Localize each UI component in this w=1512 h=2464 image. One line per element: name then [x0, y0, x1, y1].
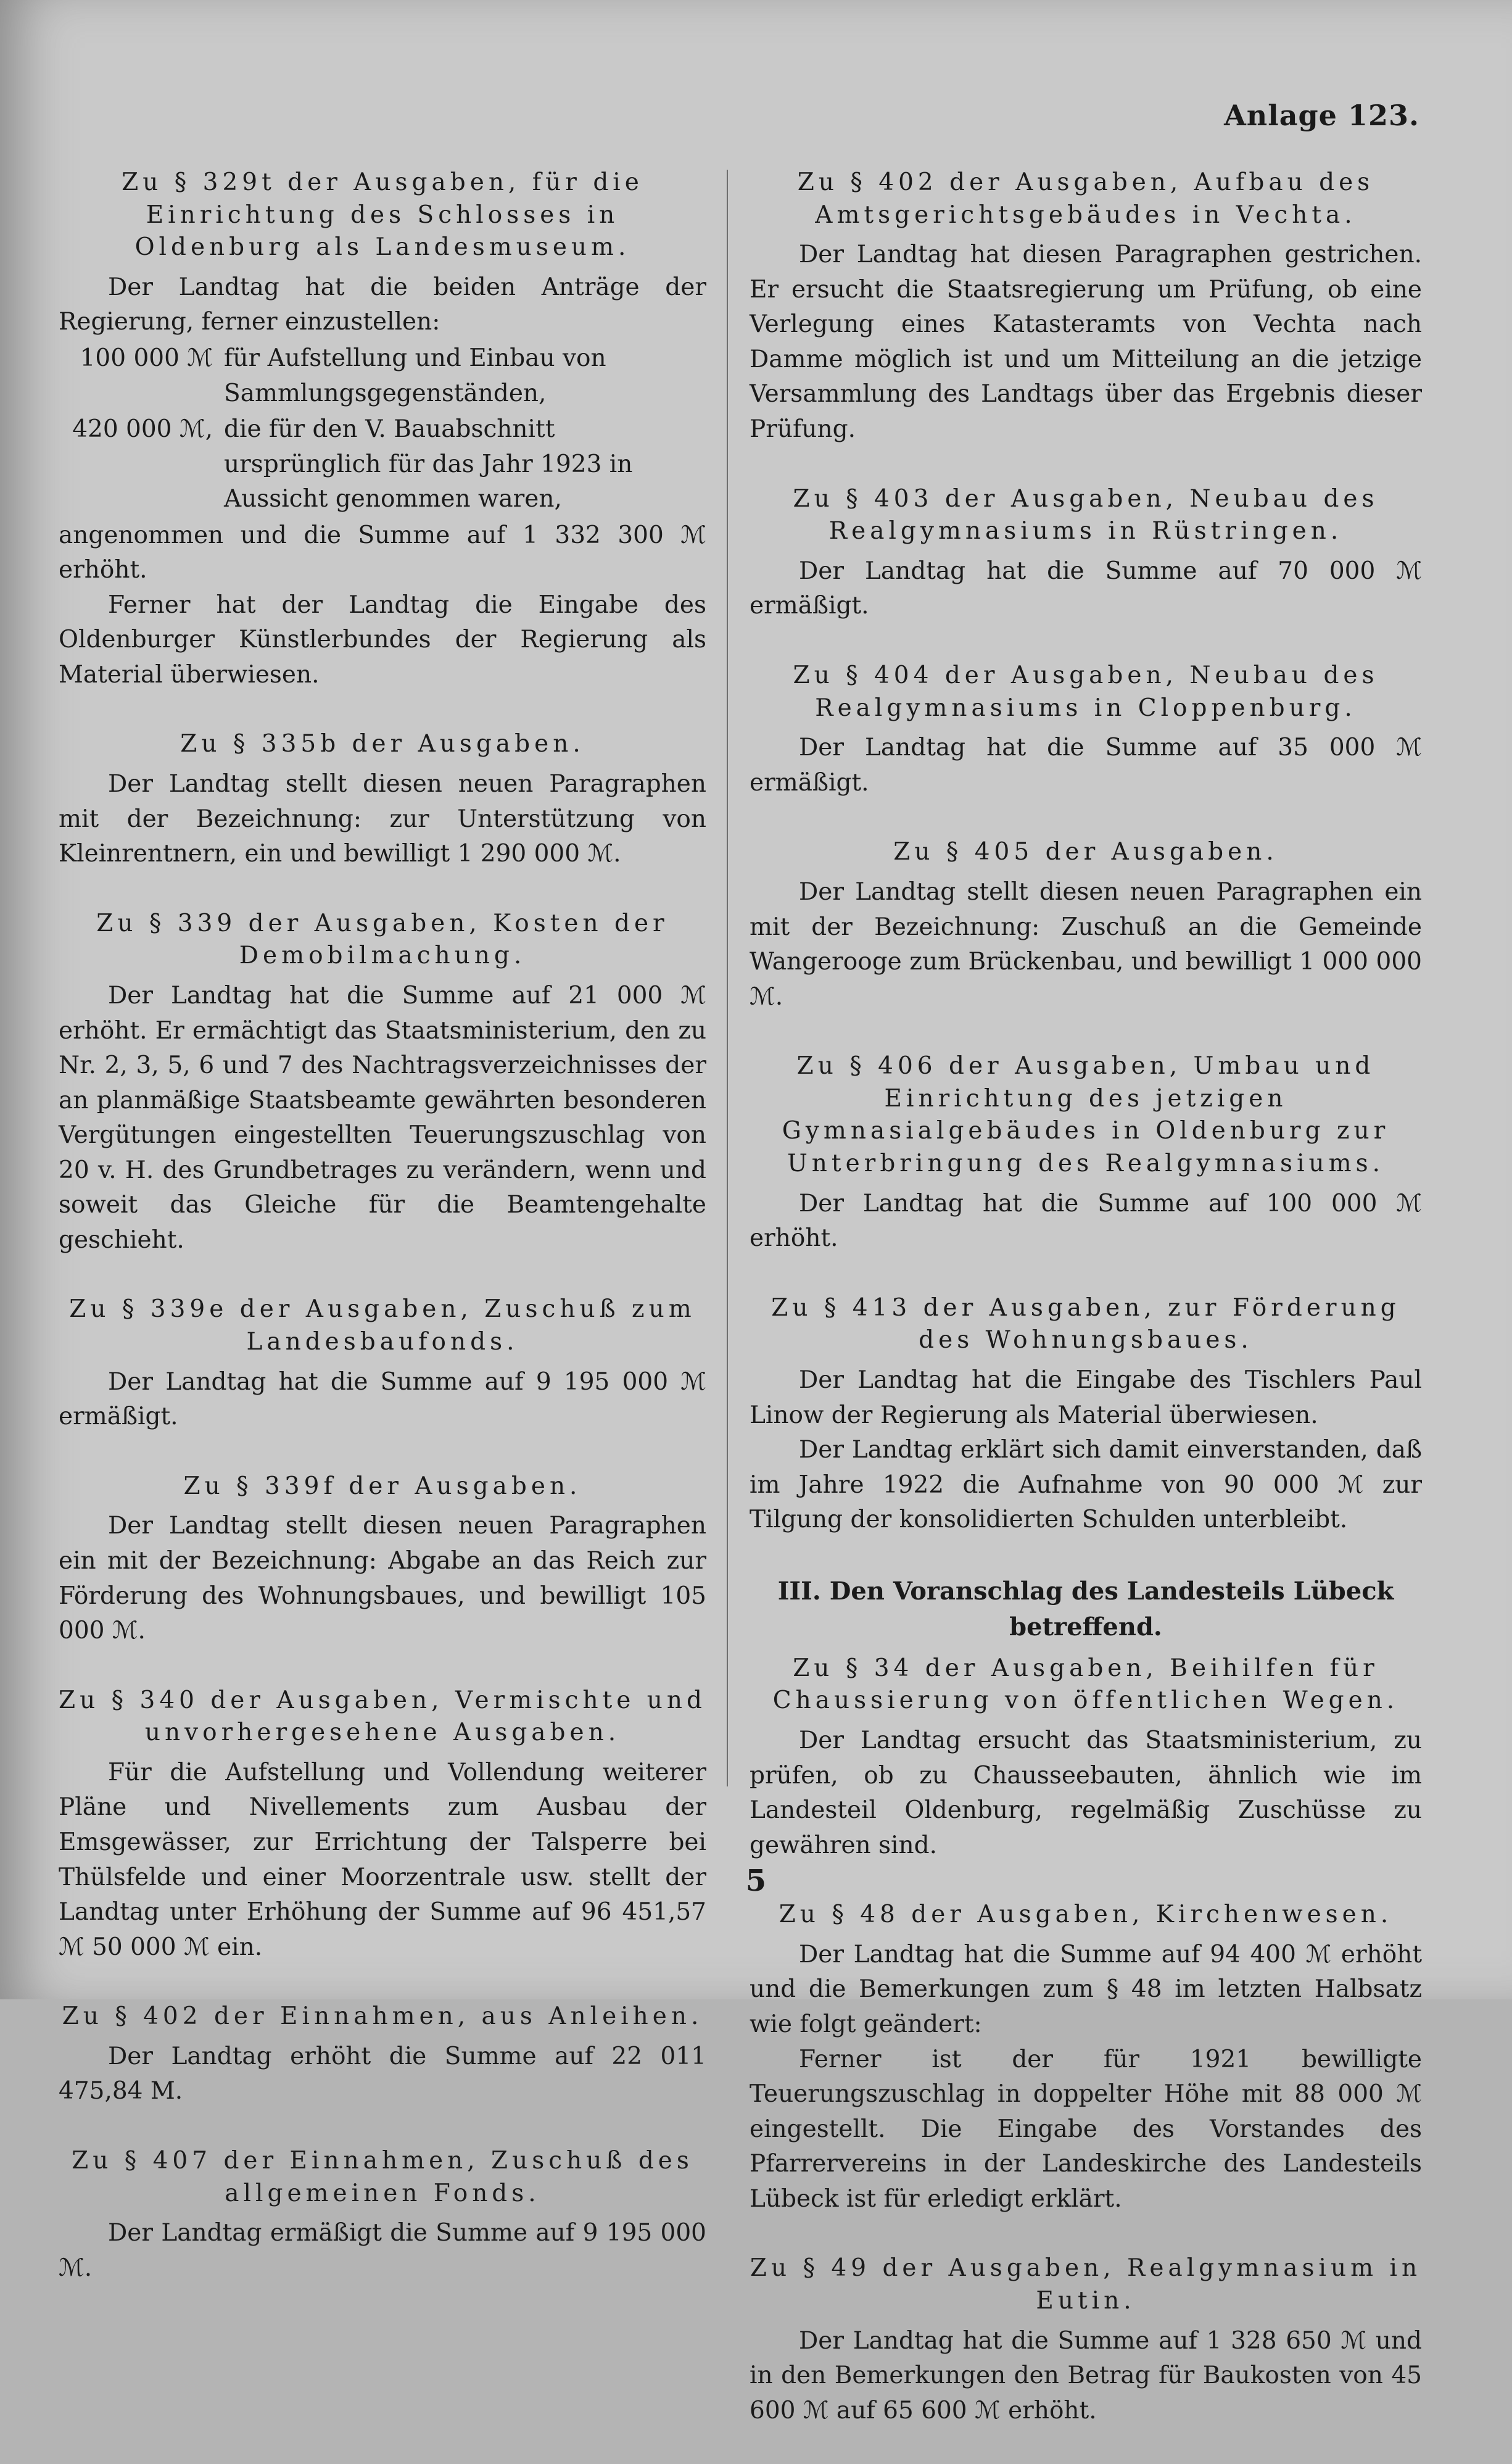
- amount-item: [59, 341, 706, 411]
- section-heading: Zu § 340 der Ausgaben, Vermischte und unvorhergesehene Ausgaben.: [59, 1686, 706, 1747]
- section-48: [750, 1899, 1422, 2217]
- section-heading: Zu § 403 der Ausgaben, Neubau des Realgymnasiums in Rüstringen.: [793, 484, 1379, 545]
- section-404: [750, 660, 1422, 800]
- section-413: [750, 1292, 1422, 1538]
- section-text: Der Landtag stellt diesen neuen Paragraphen ein mit der Bezeichnung: Abgabe an das Reich zur Förderung des Wohnungsbaues, und bewilligt 105 000 ℳ.: [59, 1512, 706, 1645]
- section-heading: Zu § 339 der Ausgaben, Kosten der Demobilmachung.: [96, 909, 669, 970]
- amount-value: 100 000 ℳ: [80, 344, 213, 373]
- section-406: [750, 1050, 1422, 1256]
- section-text: angenommen und die Summe auf 1 332 300 ℳ erhöht.: [59, 521, 706, 584]
- section-heading: Zu § 335b der Ausgaben.: [180, 730, 585, 758]
- section-text: Der Landtag erklärt sich damit einverstanden, daß im Jahre 1922 die Aufnahme von 90 000 ℳ zur Tilgung der konsolidierten Schulden unterbleibt.: [750, 1436, 1422, 1534]
- section-heading: Zu § 402 der Ausgaben, Aufbau des Amtsgerichtsgebäudes in Vechta.: [797, 168, 1374, 229]
- section-heading: Zu § 407 der Einnahmen, Zuschuß des allgemeinen Fonds.: [72, 2146, 693, 2207]
- section-text: Der Landtag hat die Summe auf 35 000 ℳ ermäßigt.: [750, 734, 1422, 797]
- column-divider: [727, 170, 728, 1786]
- section-text: Der Landtag stellt diesen neuen Paragraphen mit der Bezeichnung: zur Unterstützung von Kleinrentnern, ein und bewilligt 1 290 000 ℳ.: [59, 770, 706, 868]
- section-339e: [59, 1293, 706, 1434]
- section-405: [750, 836, 1422, 1014]
- section-text: Der Landtag hat die Summe auf 100 000 ℳ erhöht.: [750, 1189, 1422, 1253]
- section-text: Der Landtag ersucht das Staatsministerium, zu prüfen, ob zu Chausseebauten, ähnlich wie im Landesteil Oldenburg, regelmäßig Zuschüsse zu gewähren sind.: [750, 1727, 1422, 1859]
- section-heading: Zu § 404 der Ausgaben, Neubau des Realgymnasiums in Cloppenburg.: [793, 661, 1379, 722]
- section-heading: Zu § 329t der Ausgaben, für die Einrichtung des Schlosses in Oldenburg als Landesmuseum.: [122, 168, 643, 262]
- section-text: Der Landtag hat diesen Paragraphen gestrichen. Er ersucht die Staatsregierung um Prüfung, ob eine Verlegung eines Katasteramts von Vechta nach Damme möglich ist und um Mitteilung an die jetzige Versammlung des Landtags über das Ergebnis dieser Prüfung.: [750, 241, 1422, 444]
- amount-item: [59, 412, 706, 517]
- section-text: Der Landtag hat die Summe auf 94 400 ℳ erhöht und die Bemerkungen zum § 48 im letzten Halbsatz wie folgt geändert:: [750, 1940, 1422, 2039]
- section-402-einnahmen: [59, 2001, 706, 2109]
- section-heading: Zu § 339e der Ausgaben, Zuschuß zum Landesbaufonds.: [69, 1295, 696, 1356]
- section-text: Der Landtag hat die Summe auf 1 328 650 ℳ und in den Bemerkungen den Betrag für Baukosten von 45 600 ℳ auf 65 600 ℳ erhöht.: [750, 2326, 1422, 2425]
- section-402: [750, 167, 1422, 447]
- section-329t: [59, 167, 706, 692]
- amount-value: 420 000 ℳ,: [72, 415, 213, 444]
- section-407-einnahmen: [59, 2145, 706, 2286]
- part-heading: III. Den Voranschlag des Landesteils Lübeck betreffend.: [777, 1576, 1394, 1641]
- section-text: Ferner hat der Landtag die Eingabe des Oldenburger Künstlerbundes der Regierung als Material überwiesen.: [59, 591, 706, 689]
- section-403: [750, 483, 1422, 624]
- section-34: [750, 1653, 1422, 1863]
- amount-text: die für den V. Bauabschnitt ursprünglich für das Jahr 1923 in Aussicht genommen waren,: [224, 415, 633, 513]
- section-heading: Zu § 402 der Einnahmen, aus Anleihen.: [62, 2002, 703, 2031]
- section-text: Der Landtag erhöht die Summe auf 22 011 475,84 M.: [59, 2042, 706, 2105]
- section-49: [750, 2252, 1422, 2428]
- section-text: Ferner ist der für 1921 bewilligte Teuerungszuschlag in doppelter Höhe mit 88 000 ℳ eingestellt. Die Eingabe des Vorstandes des Pfarrervereins in der Landeskirche des Landesteils Lübeck ist für erledigt erklärt.: [750, 2045, 1422, 2213]
- amount-text: für Aufstellung und Einbau von Sammlungsgegenständen,: [224, 344, 606, 407]
- section-text: Der Landtag ermäßigt die Summe auf 9 195 000 ℳ.: [59, 2219, 706, 2282]
- page-number: 5: [745, 1864, 767, 1898]
- section-heading: Zu § 34 der Ausgaben, Beihilfen für Chaussierung von öffentlichen Wegen.: [772, 1654, 1399, 1715]
- section-heading: Zu § 49 der Ausgaben, Realgymnasium in Eutin.: [750, 2254, 1422, 2315]
- section-text: Der Landtag hat die Eingabe des Tischlers Paul Linow der Regierung als Material überwiesen.: [750, 1366, 1422, 1429]
- section-heading: Zu § 405 der Ausgaben.: [893, 838, 1278, 866]
- section-heading: Zu § 48 der Ausgaben, Kirchenwesen.: [779, 1901, 1393, 1929]
- section-text: Der Landtag stellt diesen neuen Paragraphen ein mit der Bezeichnung: Zuschuß an die Gemeinde Wangerooge zum Brückenbau, und bewilligt 1 000 000 ℳ.: [750, 877, 1422, 1011]
- section-text: Der Landtag hat die Summe auf 9 195 000 ℳ ermäßigt.: [59, 1367, 706, 1431]
- page-header: Anlage 123.: [1224, 99, 1419, 132]
- section-text: Der Landtag hat die Summe auf 70 000 ℳ ermäßigt.: [750, 557, 1422, 620]
- section-335b: [59, 728, 706, 871]
- section-339f: [59, 1471, 706, 1649]
- section-340: [59, 1685, 706, 1965]
- section-text: Für die Aufstellung und Vollendung weiterer Pläne und Nivellements zum Ausbau der Emsgewässer, zur Errichtung der Talsperre bei Thülsfelde und einer Moorzentrale usw. stellt der Landtag unter Erhöhung der Summe auf 96 451,57 ℳ 50 000 ℳ ein.: [59, 1758, 706, 1961]
- section-heading: Zu § 406 der Ausgaben, Umbau und Einrichtung des jetzigen Gymnasialgebäudes in Oldenburg zur Unterbringung des Realgymnasiums.: [782, 1052, 1390, 1178]
- left-column: [59, 167, 706, 2321]
- section-text: Der Landtag hat die Summe auf 21 000 ℳ erhöht. Er ermächtigt das Staatsministerium, den zu Nr. 2, 3, 5, 6 und 7 des Nachtragsverzeichnisses der an planmäßige Staatsbeamte gewährten besonderen Vergütungen eingestellten Teuerungszuschlag von 20 v. H. des Grundbetrages zu verändern, wenn und soweit das Gleiche für die Beamtengehalte geschieht.: [59, 982, 706, 1254]
- section-339: [59, 908, 706, 1258]
- right-column: [750, 167, 1422, 2464]
- section-heading: Zu § 413 der Ausgaben, zur Förderung des Wohnungsbaues.: [771, 1293, 1400, 1354]
- section-heading: Zu § 339f der Ausgaben.: [183, 1472, 582, 1500]
- section-text: Der Landtag hat die beiden Anträge der Regierung, ferner einzustellen:: [59, 273, 706, 336]
